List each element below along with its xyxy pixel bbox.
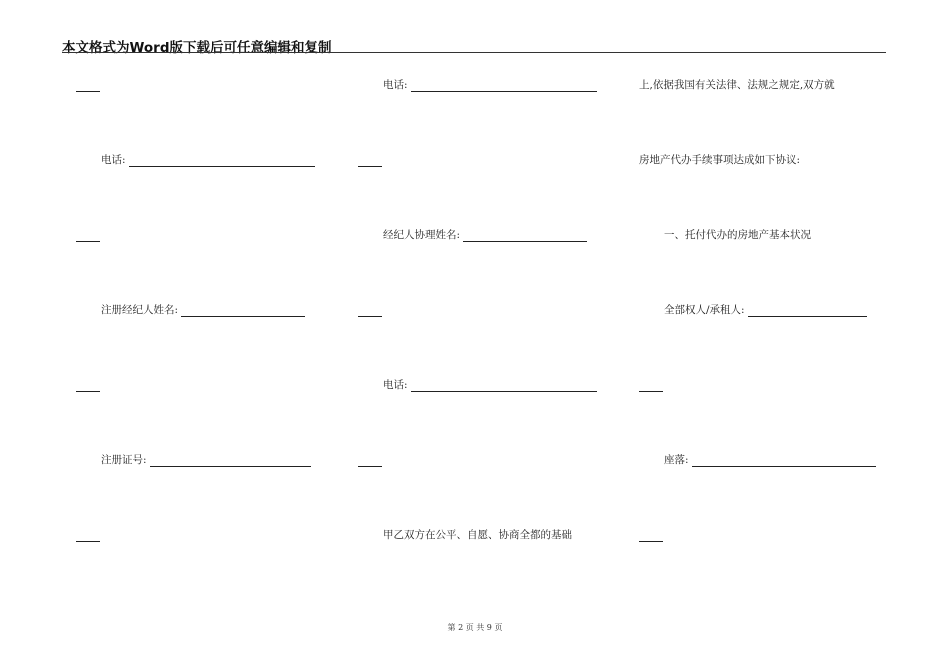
blank-line bbox=[358, 453, 382, 467]
agent-name-blank bbox=[181, 307, 305, 317]
assistant-name-blank bbox=[463, 232, 587, 242]
location-field bbox=[664, 453, 876, 467]
paragraph-text: 房地产代办手续事项达成如下协议: bbox=[639, 154, 801, 166]
blank-line bbox=[76, 528, 100, 542]
blank-line bbox=[76, 228, 100, 242]
cert-no-label: 注册证号: bbox=[101, 454, 147, 466]
blank-line bbox=[358, 303, 382, 317]
header-divider bbox=[62, 52, 886, 53]
phone-label: 电话: bbox=[101, 154, 126, 166]
blank-line bbox=[639, 378, 663, 392]
phone-field bbox=[383, 78, 597, 92]
cert-no-field bbox=[101, 453, 311, 467]
cert-no-blank bbox=[150, 457, 311, 467]
agent-name-field bbox=[101, 303, 305, 317]
agent-name-label: 注册经纪人姓名: bbox=[101, 304, 179, 316]
phone-field bbox=[383, 378, 597, 392]
phone-label: 电话: bbox=[383, 379, 408, 391]
phone-blank bbox=[411, 382, 597, 392]
page-number: 第 2 页 共 9 页 bbox=[447, 623, 503, 632]
owner-blank bbox=[748, 307, 867, 317]
document-header-title: 本文格式为Word版下载后可任意编辑和复制 bbox=[62, 40, 332, 56]
blank-line bbox=[76, 78, 100, 92]
phone-blank bbox=[129, 157, 315, 167]
phone-field bbox=[101, 153, 315, 167]
phone-blank bbox=[411, 82, 597, 92]
owner-label: 全部权人/承租人: bbox=[664, 304, 745, 316]
section-heading: 一、托付代办的房地产基本状况 bbox=[664, 229, 811, 241]
blank-line bbox=[639, 528, 663, 542]
location-blank bbox=[692, 457, 876, 467]
paragraph-text: 甲乙双方在公平、自愿、协商全都的基础 bbox=[383, 529, 572, 541]
owner-field bbox=[664, 303, 867, 317]
paragraph-text: 上,依据我国有关法律、法规之规定,双方就 bbox=[639, 79, 835, 91]
blank-line bbox=[76, 378, 100, 392]
assistant-name-label: 经纪人协理姓名: bbox=[383, 229, 461, 241]
assistant-name-field bbox=[383, 228, 587, 242]
phone-label: 电话: bbox=[383, 79, 408, 91]
blank-line bbox=[358, 153, 382, 167]
location-label: 座落: bbox=[664, 454, 689, 466]
